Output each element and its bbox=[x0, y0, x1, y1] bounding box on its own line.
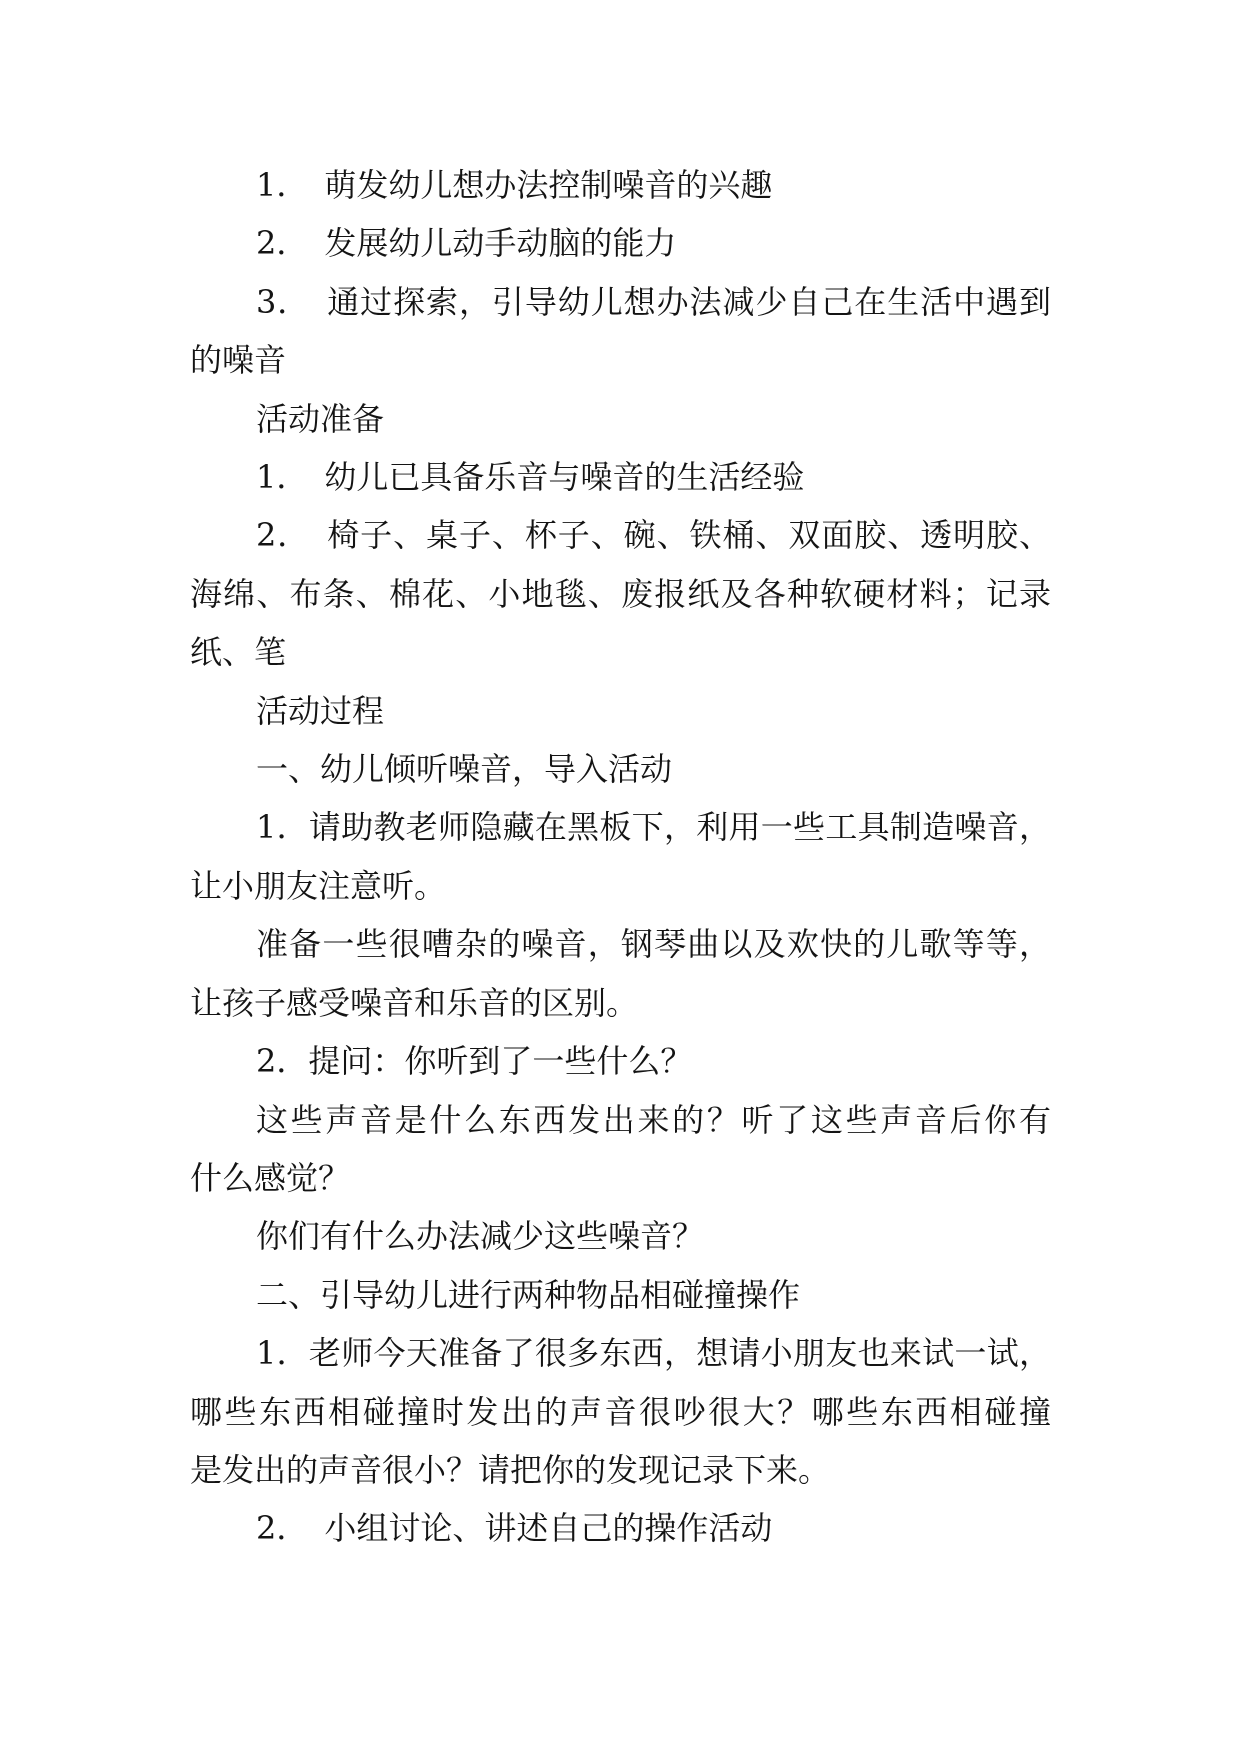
text-line: 什么感觉？ bbox=[190, 1158, 351, 1197]
paragraph bbox=[190, 740, 1051, 798]
paragraph bbox=[190, 273, 1051, 390]
paragraph bbox=[190, 915, 1051, 1032]
text-line: 活动准备 bbox=[256, 399, 385, 438]
paragraph bbox=[190, 682, 1051, 740]
text-line: 准备一些很嘈杂的噪音，钢琴曲以及欢快的儿歌等等， bbox=[256, 925, 1051, 964]
text-line: 1． 幼儿已具备乐音与噪音的生活经验 bbox=[256, 458, 805, 497]
text-line: 2．提问：你听到了一些什么？ bbox=[256, 1042, 693, 1081]
paragraph bbox=[190, 214, 1051, 272]
text-line: 活动过程 bbox=[256, 691, 385, 730]
paragraph bbox=[190, 1324, 1051, 1499]
text-line: 2． 椅子、桌子、杯子、碗、铁桶、双面胶、透明胶、 bbox=[256, 516, 1051, 555]
text-line: 让孩子感受噪音和乐音的区别。 bbox=[190, 983, 639, 1022]
paragraph bbox=[190, 1032, 1051, 1090]
document-body bbox=[190, 156, 1051, 1558]
text-line: 2． 发展幼儿动手动脑的能力 bbox=[256, 224, 677, 263]
text-line: 3． 通过探索，引导幼儿想办法减少自己在生活中遇到 bbox=[256, 282, 1051, 321]
paragraph bbox=[190, 156, 1051, 214]
text-line: 让小朋友注意听。 bbox=[190, 866, 447, 905]
text-line: 你们有什么办法减少这些噪音？ bbox=[256, 1217, 705, 1256]
text-line: 这些声音是什么东西发出来的？听了这些声音后你有 bbox=[256, 1100, 1051, 1139]
paragraph bbox=[190, 1266, 1051, 1324]
text-line: 海绵、布条、棉花、小地毯、废报纸及各种软硬材料；记录 bbox=[190, 574, 1051, 613]
text-line: 是发出的声音很小？请把你的发现记录下来。 bbox=[190, 1450, 831, 1489]
text-line: 一、幼儿倾听噪音，导入活动 bbox=[256, 750, 673, 789]
text-line: 纸、笔 bbox=[190, 633, 287, 672]
paragraph bbox=[190, 1499, 1051, 1557]
text-line: 1．老师今天准备了很多东西，想请小朋友也来试一试， bbox=[256, 1334, 1051, 1373]
paragraph bbox=[190, 1207, 1051, 1265]
paragraph bbox=[190, 448, 1051, 506]
paragraph bbox=[190, 1091, 1051, 1208]
paragraph bbox=[190, 798, 1051, 915]
text-line: 1． 萌发幼儿想办法控制噪音的兴趣 bbox=[256, 166, 773, 204]
paragraph bbox=[190, 390, 1051, 448]
text-line: 1．请助教老师隐藏在黑板下，利用一些工具制造噪音， bbox=[256, 808, 1051, 847]
text-line: 二、引导幼儿进行两种物品相碰撞操作 bbox=[256, 1275, 801, 1314]
text-line: 的噪音 bbox=[190, 341, 287, 380]
paragraph bbox=[190, 506, 1051, 681]
text-line: 2． 小组讨论、讲述自己的操作活动 bbox=[256, 1509, 773, 1548]
text-line: 哪些东西相碰撞时发出的声音很吵很大？哪些东西相碰撞 bbox=[190, 1392, 1051, 1431]
